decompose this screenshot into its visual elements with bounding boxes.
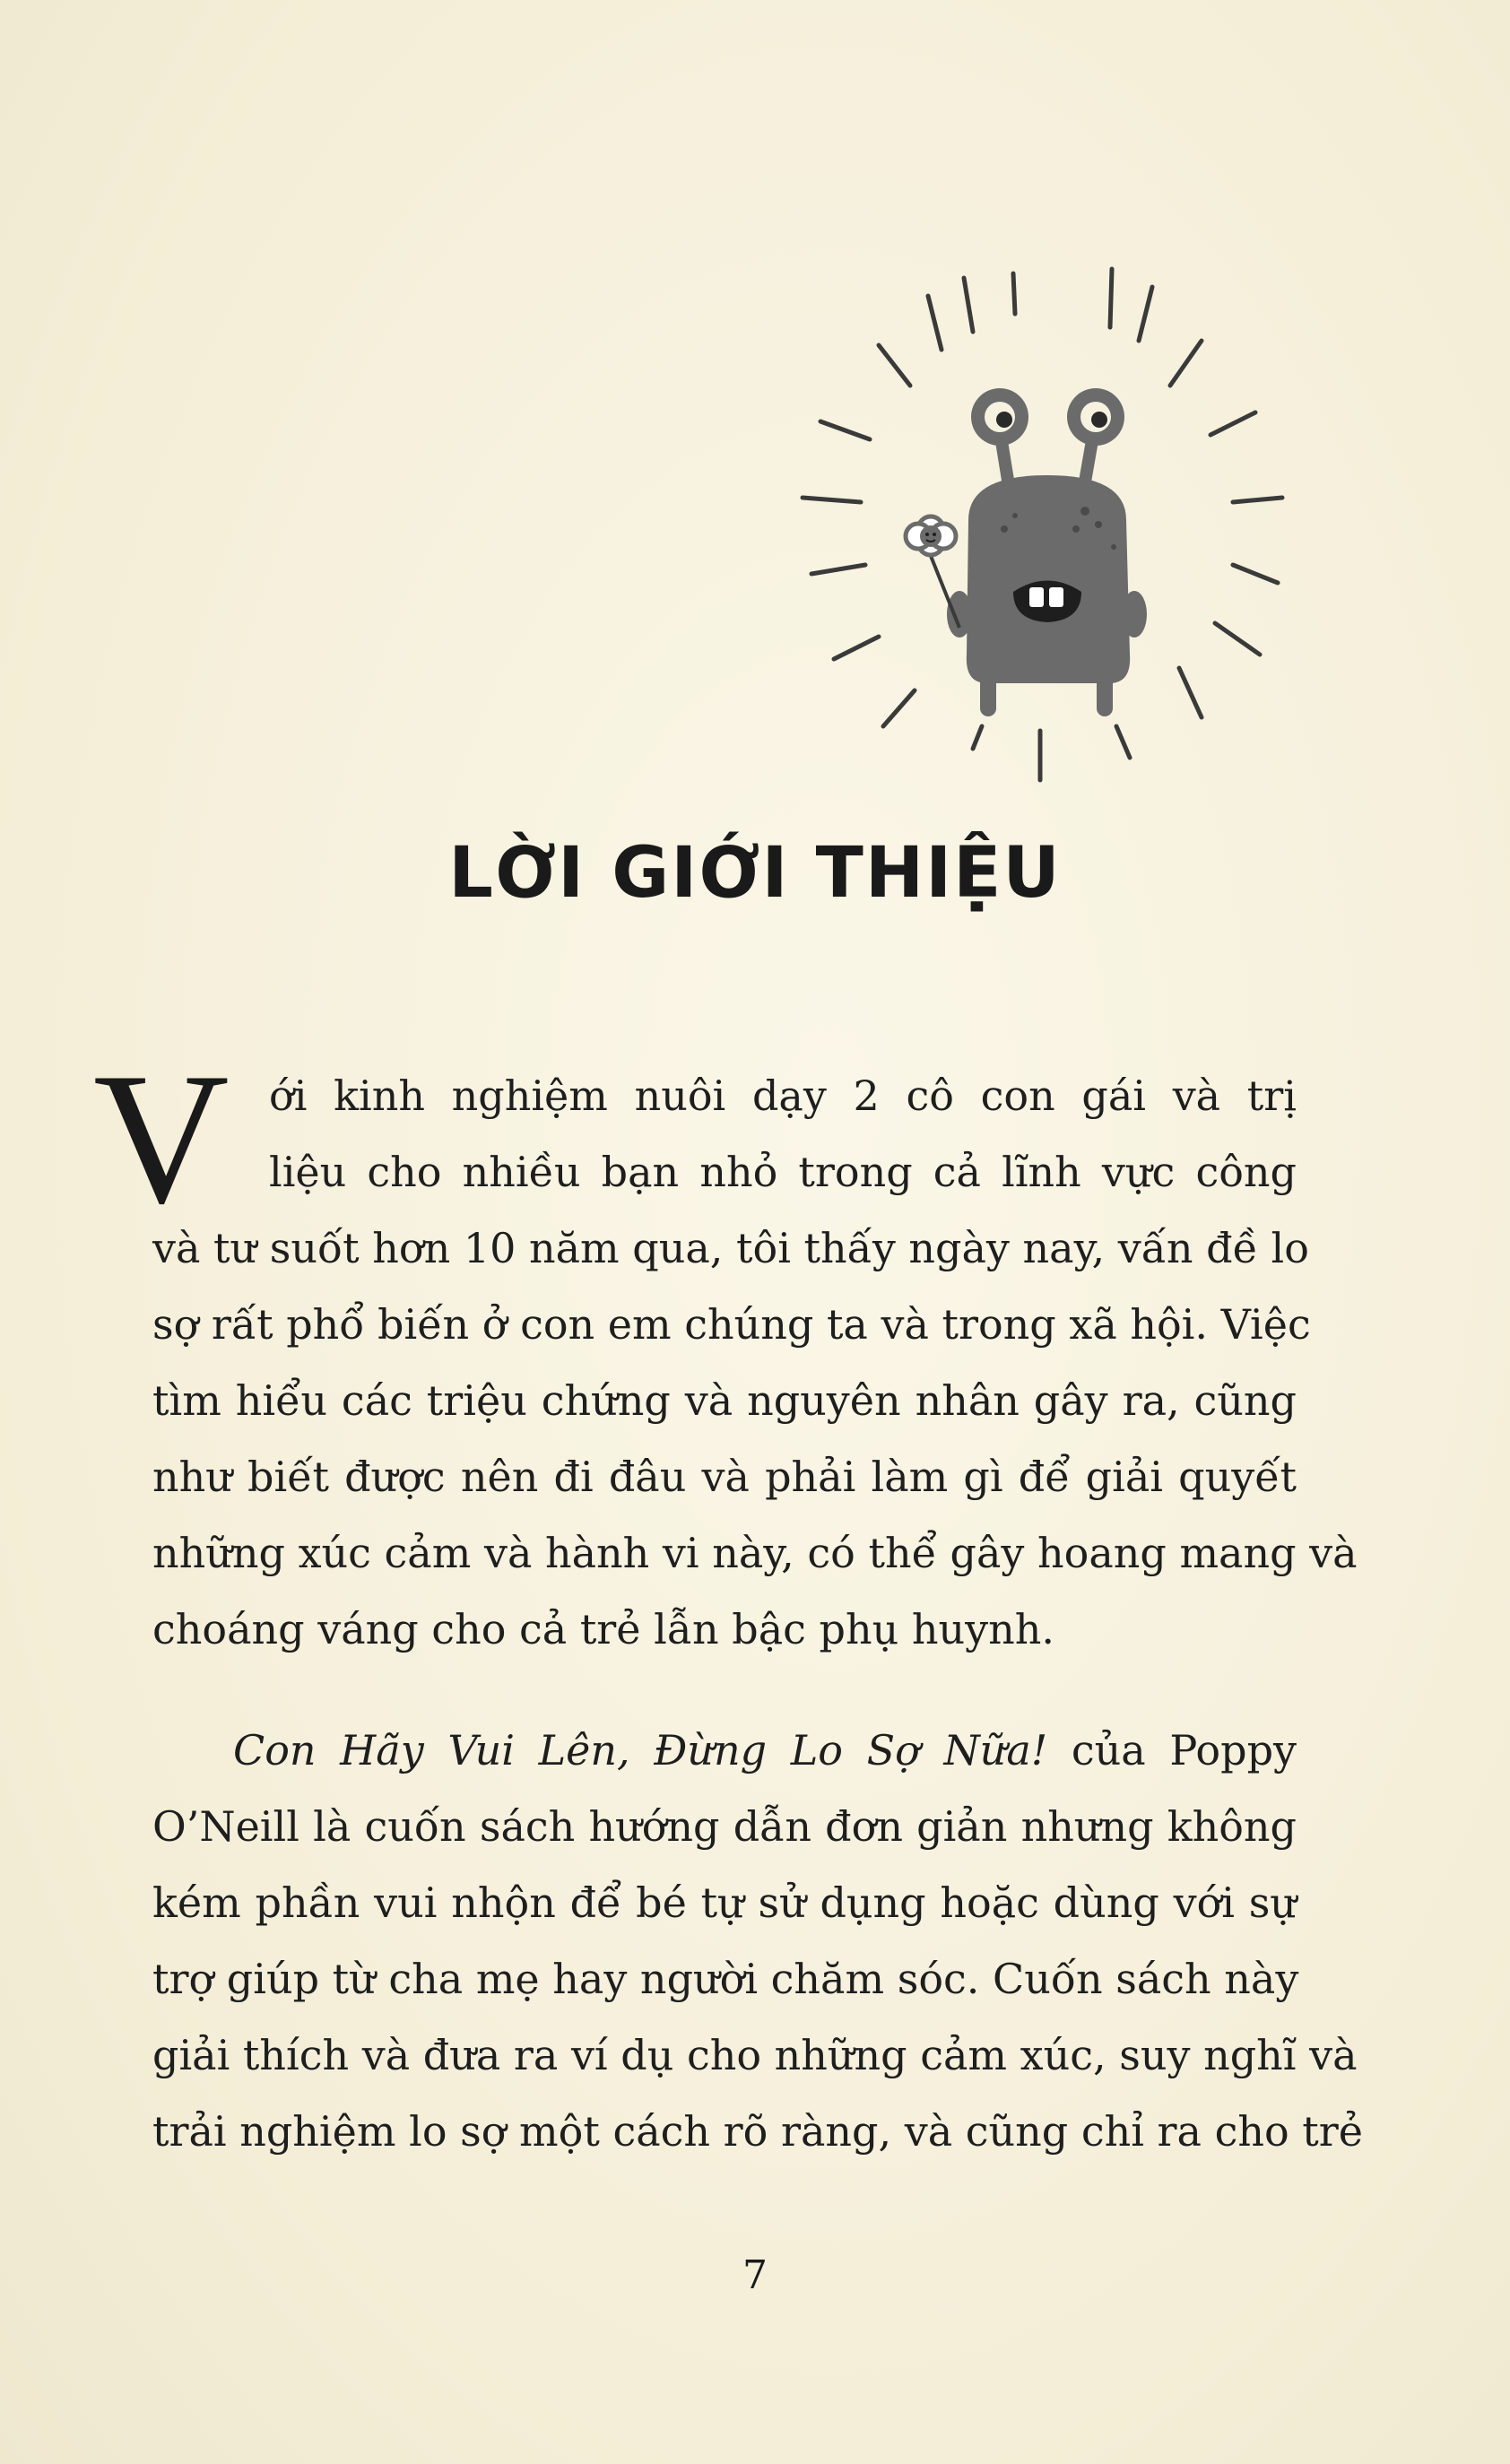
monster-body [947, 388, 1147, 708]
paragraph-line: liệu cho nhiều bạn nhỏ trong cả lĩnh vực công [269, 1148, 1297, 1196]
paragraph-line: sợ rất phổ biến ở con em chúng ta và trong xã hội. Việc [152, 1300, 1311, 1349]
paragraph-first-line [152, 1713, 1297, 1789]
paragraph-line: những xúc cảm và hành vi này, có thể gây hoang mang và [152, 1529, 1358, 1577]
author-text: của Poppy [1047, 1726, 1297, 1774]
page-number: 7 [742, 2252, 768, 2298]
paragraph-line: trợ giúp từ cha mẹ hay người chăm sóc. Cuốn sách này [152, 1955, 1299, 2003]
paragraph-line: như biết được nên đi đâu và phải làm gì để giải quyết [152, 1453, 1297, 1501]
intro-paragraph-2 [152, 1713, 1363, 2170]
paragraph-line: trải nghiệm lo sợ một cách rõ ràng, và cũng chỉ ra cho trẻ [152, 2107, 1363, 2156]
paragraph-line: ới kinh nghiệm nuôi dạy 2 cô con gái và trị [269, 1071, 1297, 1120]
paragraph-line: choáng váng cho cả trẻ lẫn bậc phụ huynh. [152, 1605, 1054, 1653]
paragraph-line: và tư suốt hơn 10 năm qua, tôi thấy ngày nay, vấn đề lo [152, 1224, 1309, 1272]
intro-paragraph-1 [152, 1058, 1358, 1668]
paragraph-line: O’Neill là cuốn sách hướng dẫn đơn giản nhưng không [152, 1802, 1297, 1851]
paragraph-line: kém phần vui nhộn để bé tự sử dụng hoặc dùng với sự [152, 1878, 1297, 1927]
page-title: LỜI GIỚI THIỆU [448, 833, 1062, 914]
paragraph-line: giải thích và đưa ra ví dụ cho những cảm xúc, suy nghĩ và [152, 2031, 1358, 2079]
book-title: Con Hãy Vui Lên, Đừng Lo Sợ Nữa! [233, 1726, 1048, 1774]
flower-icon [906, 516, 959, 628]
monster-holding-flower-icon [780, 260, 1336, 816]
dropcap-letter: V [93, 1035, 230, 1243]
paragraph-line: tìm hiểu các triệu chứng và nguyên nhân gây ra, cũng [152, 1376, 1297, 1425]
